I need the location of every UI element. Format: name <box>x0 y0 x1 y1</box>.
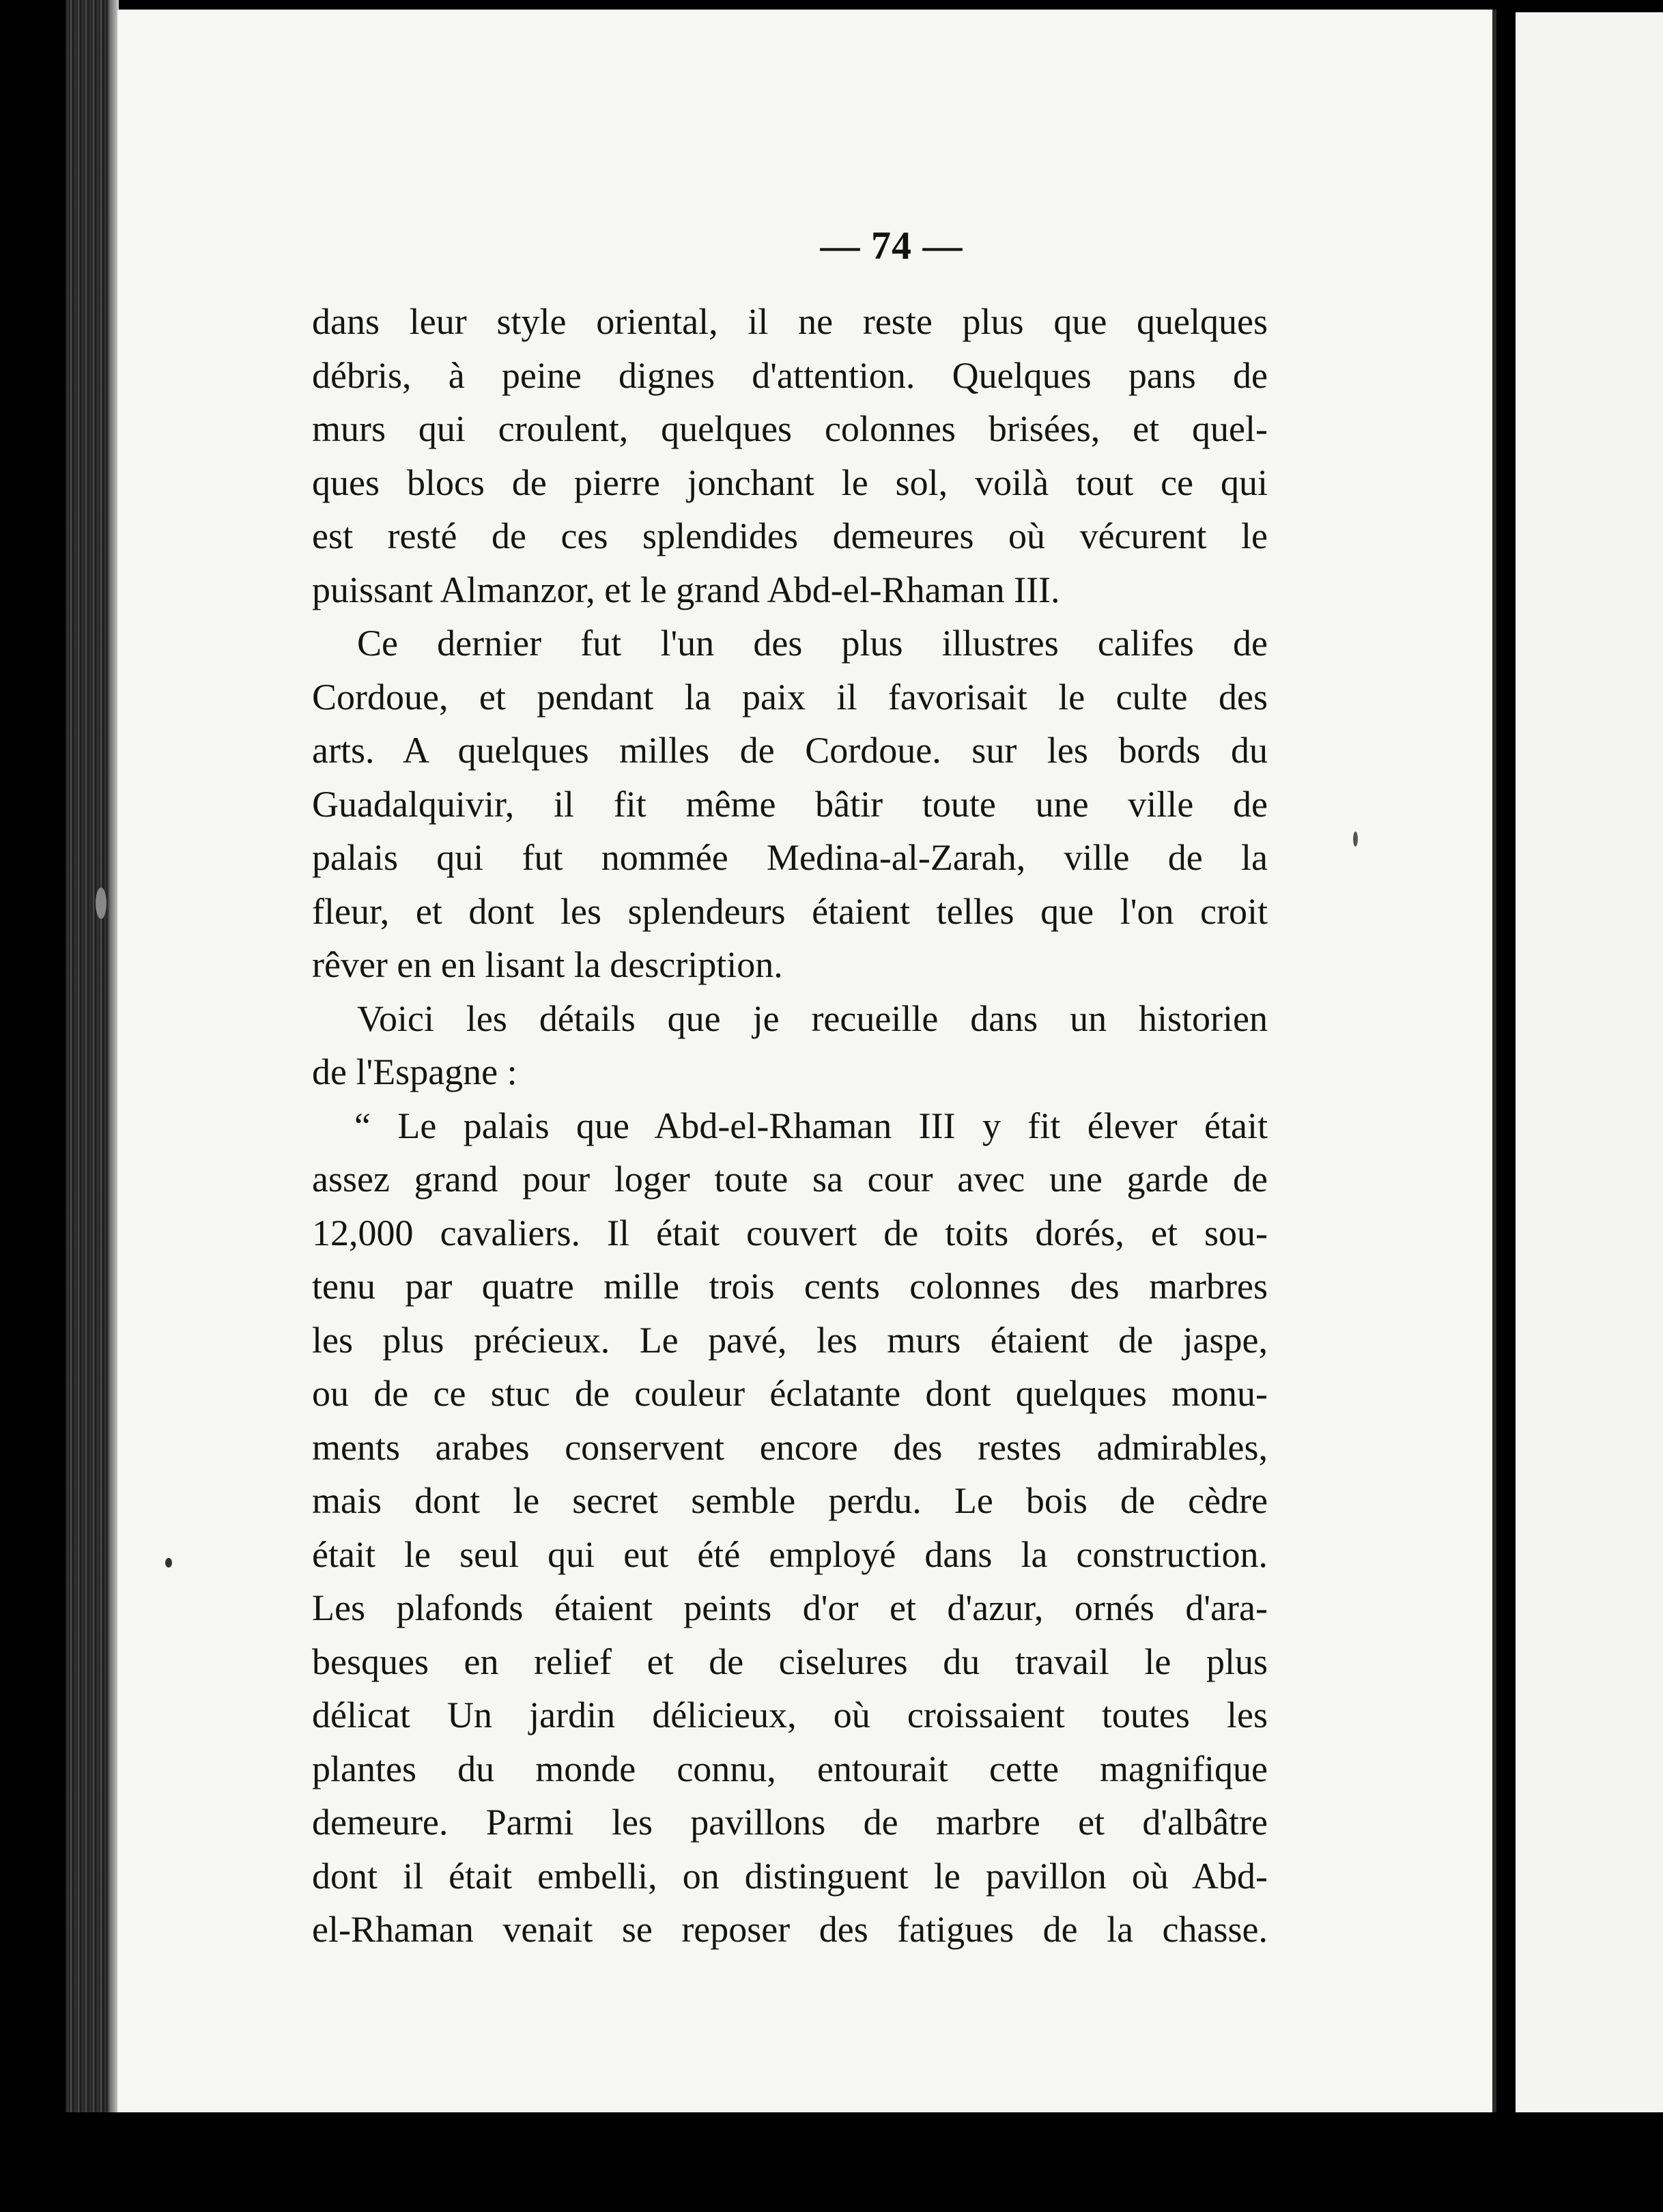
text-line: tenu par quatre mille trois cents colonnes des marbres <box>312 1266 1268 1307</box>
text-line: débris, à peine dignes d'attention. Quelques pans de <box>312 354 1268 396</box>
book-binding <box>66 0 112 2123</box>
text-line: mais dont le secret semble perdu. Le bois de cèdre <box>312 1480 1268 1521</box>
text-line: de l'Espagne : <box>312 1051 517 1092</box>
text-line: puissant Almanzor, et le grand Abd-el-Rhaman III. <box>312 569 1060 610</box>
text-line: délicat Un jardin délicieux, où croissaient toutes les <box>312 1695 1268 1735</box>
text-line: demeure. Parmi les pavillons de marbre et d'albâtre <box>312 1802 1268 1843</box>
scan-bottom-band <box>0 2112 1663 2212</box>
text-line: assez grand pour loger toute sa cour avec une garde de <box>312 1159 1268 1200</box>
text-line: Cordoue, et pendant la paix il favorisait le culte des <box>312 676 1268 718</box>
text-line: les plus précieux. Le pavé, les murs étaient de jaspe, <box>312 1319 1268 1361</box>
scan-speck <box>96 888 106 919</box>
text-line: ou de ce stuc de couleur éclatante dont quelques monu- <box>312 1373 1268 1414</box>
scan-speck <box>1353 832 1358 847</box>
book-page-right-edge <box>1516 12 1663 2212</box>
text-line: était le seul qui eut été employé dans la construction. <box>312 1533 1268 1575</box>
page-number <box>0 223 1663 268</box>
text-line: 12,000 cavaliers. Il était couvert de toits dorés, et sou- <box>312 1212 1268 1253</box>
text-line: Voici les détails que je recueille dans un historien <box>357 997 1268 1039</box>
text-line: plantes du monde connu, entourait cette magnifique <box>312 1748 1268 1789</box>
text-line: ques blocs de pierre jonchant le sol, voilà tout ce qui <box>312 462 1268 503</box>
text-line: est resté de ces splendides demeures où vécurent le <box>312 515 1268 556</box>
text-line: rêver en en lisant la description. <box>312 944 783 985</box>
text-line: dans leur style oriental, il ne reste plus que quelques <box>312 301 1268 342</box>
text-line: Guadalquivir, il fit même bâtir toute une ville de <box>312 783 1268 825</box>
body-text <box>312 295 1268 1957</box>
page-number-text: — 74 — <box>820 223 963 268</box>
text-line: fleur, et dont les splendeurs étaient telles que l'on croit <box>312 890 1268 932</box>
text-line: palais qui fut nommée Medina-al-Zarah, ville de la <box>312 837 1268 878</box>
text-line: murs qui croulent, quelques colonnes brisées, et quel- <box>312 408 1268 449</box>
text-line: ments arabes conservent encore des restes admirables, <box>312 1426 1268 1468</box>
text-line: besques en relief et de ciselures du travail le plus <box>312 1641 1268 1682</box>
text-line: “ Le palais que Abd-el-Rhaman III y fit élever était <box>354 1105 1268 1146</box>
text-line: Les plafonds étaient peints d'or et d'azur, ornés d'ara- <box>312 1587 1268 1628</box>
scan-speck <box>165 1558 172 1568</box>
text-line: dont il était embelli, on distinguent le pavillon où Abd- <box>312 1855 1268 1897</box>
text-line: el-Rhaman venait se reposer des fatigues de la chasse. <box>312 1909 1268 1950</box>
text-line: Ce dernier fut l'un des plus illustres califes de <box>357 623 1268 664</box>
text-line: arts. A quelques milles de Cordoue. sur les bords du <box>312 730 1268 771</box>
